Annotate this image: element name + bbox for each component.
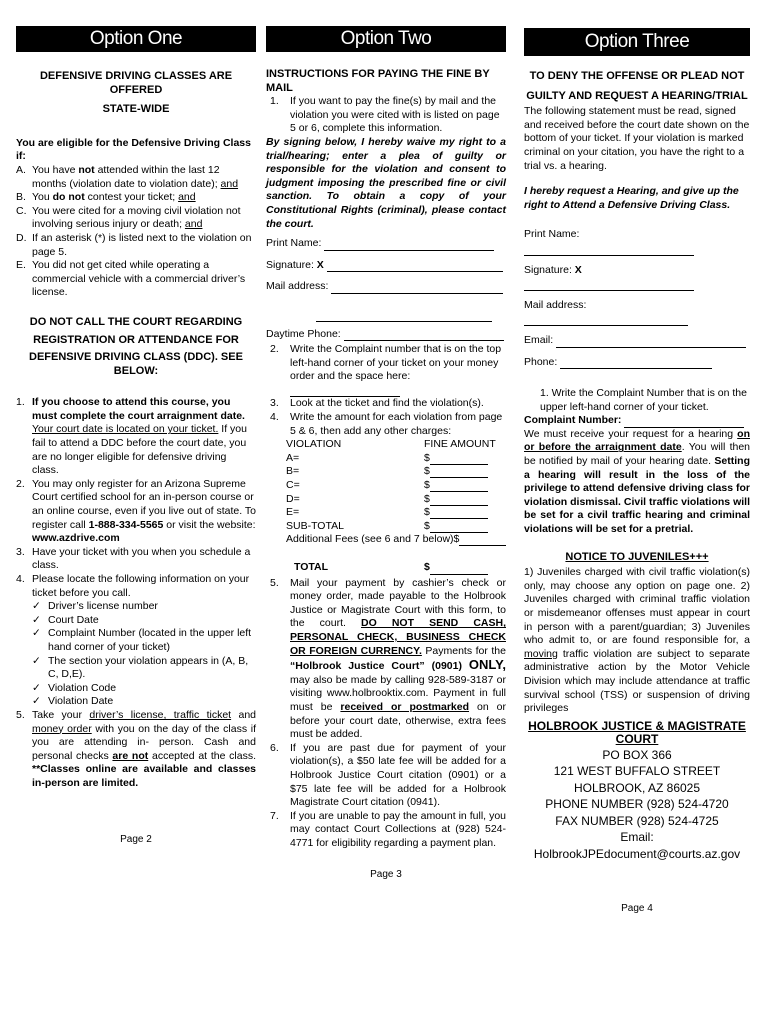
mail-address-field-2[interactable] <box>316 321 492 322</box>
mail-item-3-text: Look at the ticket and find the violation(s). <box>290 397 484 410</box>
checklist-item <box>16 682 256 696</box>
checkmark-icon: ✓ <box>32 695 41 708</box>
mail-item-4: 4. Write the amount for each violation from page 5 & 6, then add any other charges: <box>266 411 506 438</box>
checklist-item <box>16 614 256 628</box>
mail-item-6-text: If you are past due for payment of your violation(s), a $50 late fee will be added for a Holbrook Justice Court citation (0901) or a $75 late fee will be added for a Holbrook Magistrate Court citation (0941). <box>290 741 506 809</box>
fee-row-label: E= <box>286 506 300 519</box>
daytime-phone-label: Daytime Phone: <box>266 327 341 340</box>
fee-row-label: A= <box>286 451 300 464</box>
opt3-phone-field[interactable] <box>560 368 712 369</box>
checkmark-icon: ✓ <box>32 654 41 667</box>
opt3-print-name-label: Print Name: <box>524 228 580 241</box>
pay-by-mail-title: INSTRUCTIONS FOR PAYING THE FINE BY MAIL <box>266 68 490 94</box>
step4-text: Please locate the following information on your ticket before you call. <box>32 573 250 599</box>
item5-a: Mail your payment by cashier’s check or money order, made payable to the Holbrook Justice or Magistrate Court with this form, to the court. <box>290 576 506 630</box>
juv-b: traffic violation are subject to separate administrative action by the Motor Vehicle Division which may include attendance at traffic survival school (TSS) or suspension of driving privileges <box>524 647 750 715</box>
mail-item-6: 6. If you are past due for payment of your violation(s), a $50 late fee will be added for a Holbrook Justice Court citation (0901) or a $75 late fee will be added for a Holbrook Magistrate Court citation (0941). <box>270 741 506 809</box>
daytime-phone-row <box>266 328 506 342</box>
option-one-column <box>16 0 256 846</box>
total-dollar: $ <box>424 561 430 573</box>
eligibility-letter: A. <box>16 163 26 176</box>
opt3-signature-x: X <box>574 263 582 276</box>
violation-col-header: VIOLATION <box>286 438 342 451</box>
ddc-step-5: 5. Take your driver’s license, traffic ticket and money order with you on the day of the class if you are attending in- person. Cash and personal checks are not accepted at the class. **Classes online are available and classes in-person are limited. <box>16 708 256 789</box>
page-number-2: Page 2 <box>120 833 152 845</box>
eligibility-text <box>32 259 256 300</box>
option-two-header: Option Two <box>266 26 506 52</box>
eligibility-text <box>32 191 256 205</box>
juv-moving: moving <box>524 647 558 660</box>
fee-row <box>266 533 506 547</box>
item5-justice-court: “Holbrook Justice Court” (0901) <box>290 660 469 673</box>
court-address-line: HOLBROOK, AZ 86025 <box>573 780 701 795</box>
eligibility-item <box>16 164 256 191</box>
eligibility-and: and <box>178 191 196 204</box>
mail-address-row <box>266 280 506 294</box>
checklist-item-text: The section your violation appears in (A, B, C, D,E). <box>48 654 249 681</box>
eligibility-item <box>16 232 256 259</box>
must-arraignment: on or before the arraignment date <box>524 427 750 454</box>
hearing-notice <box>524 428 750 537</box>
court-address-line: 121 WEST BUFFALO STREET <box>553 764 721 779</box>
checklist-item-text: Violation Date <box>48 695 114 708</box>
fee-amount-field[interactable] <box>430 520 488 533</box>
step3-text: Have your ticket with you when you schedule a class. <box>32 545 251 572</box>
opt3-signature-label: Signature: <box>524 263 572 276</box>
eligibility-item <box>16 191 256 205</box>
mail-item-7: 7. If you are unable to pay the amount in full, you may contact Court Collections at (928) 524-4771 for eligibility regarding a payment plan. <box>270 809 506 849</box>
fee-amount-field[interactable] <box>430 493 488 506</box>
eligibility-bold: not <box>78 163 95 176</box>
complaint-number-row: Complaint Number: <box>524 414 750 428</box>
eligibility-letter: E. <box>16 259 26 272</box>
hearing-intro: The following statement must be read, signed and received before the court date shown on the bottom of your ticket. If your violation is marked criminal on your citation, you have the right to a trial vs. a hearing. <box>524 105 750 172</box>
opt3-print-name-field[interactable] <box>524 255 694 256</box>
checklist-item <box>16 600 256 614</box>
deny-title-line-2: GUILTY AND REQUEST A HEARING/TRIAL <box>526 89 748 102</box>
hearing-request-statement: I hereby request a Hearing, and give up the right to Attend a Defensive Driving Class. <box>524 185 739 211</box>
print-name-field[interactable] <box>324 250 494 251</box>
fee-row-label: SUB-TOTAL <box>286 519 344 532</box>
ddc-step-1: 1. If you choose to attend this course, you must complete the court arraignment date. Your court date is located on your ticket. If you fail to attend a DDC before the court date, you are no longer eligible for defensive driving class. <box>16 396 247 477</box>
fee-row <box>266 520 506 534</box>
complaint-number-label: Complaint Number <box>524 414 618 427</box>
must-b: . You will then be notified by mail of your hearing date. <box>524 441 751 468</box>
checklist-item-text: Court Date <box>48 613 99 626</box>
checklist-item <box>16 627 256 654</box>
fee-amount-field[interactable] <box>459 533 506 546</box>
juveniles-notice-text <box>524 566 750 716</box>
step5-are-not: are not <box>112 749 149 762</box>
step1-rest: If you fail to attend a DDC before the court date, you are no longer eligible for defensive driving class. <box>32 423 247 477</box>
eligibility-pre: You <box>32 191 53 204</box>
opt3-phone-label: Phone: <box>524 355 558 368</box>
court-address-line: PO BOX 366 <box>602 747 672 762</box>
step5-b: and <box>231 708 256 721</box>
checklist-item-text: Driver’s license number <box>48 600 158 613</box>
mail-address-label: Mail address: <box>266 280 329 293</box>
step2-text: You may only register for an Arizona Supreme Court certified school for an in-person course or an online course, even if you live out of state. To register call <box>32 477 256 531</box>
fee-row-label: Additional Fees (see 6 and 7 below) <box>286 533 454 546</box>
fee-amount-field[interactable] <box>430 465 488 478</box>
opt3-signature-row <box>524 264 750 291</box>
mail-item-2: 2. Write the Complaint number that is on the top left-hand corner of your ticket on your money order and the space here: <box>266 343 506 397</box>
eligibility-text <box>32 232 256 259</box>
opt3-mail-address-row <box>524 299 750 326</box>
checklist-item <box>16 655 256 682</box>
opt3-item-1: 1. Write the Complaint Number that is on the upper left-hand corner of your ticket. <box>540 387 747 413</box>
fee-amount-field[interactable] <box>430 506 488 519</box>
item5-received: received or postmarked <box>340 700 470 713</box>
warning-line-3: DEFENSIVE DRIVING CLASS (DDC). SEE BELOW: <box>29 351 243 377</box>
fee-row-label: D= <box>286 492 300 505</box>
fee-table-header <box>266 438 506 452</box>
signature-x: X <box>316 258 324 271</box>
eligibility-and: and <box>184 218 203 231</box>
item5-only: ONLY, <box>468 657 506 673</box>
eligibility-item <box>16 259 256 300</box>
checklist-item-text: Violation Code <box>48 681 117 694</box>
fee-dollar: $ <box>424 451 430 464</box>
fee-dollar: $ <box>424 519 430 532</box>
eligibility-pre: You have <box>32 163 79 176</box>
step5-a: Take your <box>32 708 90 721</box>
ddc-step-4: 4. Please locate the following information on your ticket before you call. <box>16 573 256 600</box>
eligibility-letter: D. <box>16 231 27 244</box>
mail-address-field[interactable] <box>331 293 503 294</box>
step5-u2: money order <box>32 722 92 735</box>
item5-c: may also be made by calling 928-589-3187 or visiting www.holbrooktix.com. Payment in full must be <box>290 673 506 713</box>
fee-dollar: $ <box>424 479 430 492</box>
eligibility-text <box>32 164 256 191</box>
step5-c: with you on the day of the class if you are attending in- person. Cash and personal checks <box>32 722 256 762</box>
fee-row <box>266 465 506 479</box>
mail-item-7-text: If you are unable to pay the amount in full, you may contact Court Collections at (928) 524-4771 for eligibility regarding a payment plan. <box>290 809 506 849</box>
checkmark-icon: ✓ <box>32 627 41 640</box>
step2-mid: or visit the website: <box>163 518 256 531</box>
fee-dollar: $ <box>424 465 430 478</box>
opt3-print-name-row <box>524 228 750 255</box>
eligibility-post: attended within the last 12 months (violation date to violation date); <box>32 163 221 190</box>
mail-address-line-2 <box>266 308 506 322</box>
fee-table <box>266 452 506 547</box>
checklist-item-text: Complaint Number (located in the upper left hand corner of your ticket) <box>48 627 252 653</box>
fee-amount-field[interactable] <box>430 452 488 465</box>
fine-amount-col-header: FINE AMOUNT <box>424 438 496 451</box>
must-a: We must receive your request for a hearing <box>524 427 738 440</box>
court-address-line: FAX NUMBER (928) 524-4725 <box>555 813 719 828</box>
must-bold: Setting a hearing will result in the loss of the privilege to attend defensive driving class for violation dismissal. Civil traffic violations will be set for a civil traffic hearing and criminal violations will be set for a pretrial. <box>524 455 750 536</box>
opt3-mail-address-label: Mail address: <box>524 298 587 311</box>
juveniles-notice-title: NOTICE TO JUVENILES+++ <box>565 550 709 563</box>
checkmark-icon: ✓ <box>32 681 41 694</box>
ddc-title-line-2: STATE-WIDE <box>102 103 170 116</box>
option-one-header: Option One <box>16 26 256 52</box>
azdrive-link[interactable]: www.azdrive.com <box>32 532 120 545</box>
eligibility-and: and <box>220 177 239 190</box>
court-address-block <box>524 747 750 863</box>
step5-u1: driver’s license, traffic ticket <box>89 708 232 721</box>
opt3-email-field[interactable] <box>556 347 746 348</box>
warning-line-1: DO NOT CALL THE COURT REGARDING <box>29 315 243 328</box>
eligibility-pre: If an asterisk (*) is listed next to the violation on page 5. <box>32 231 252 258</box>
waiver-statement: By signing below, I hereby waive my right to a trial/hearing; enter a plea of guilty or responsible for the violation and consent to judgment imposing the prescribed fine or civil sanction. To obtain a copy of your Constitutional Rights (criminal), please contact the court. <box>266 135 506 230</box>
ddc-step-3: 3. Have your ticket with you when you schedule a class. <box>16 546 256 573</box>
checklist-item <box>16 695 256 709</box>
eligibility-letter: C. <box>16 204 27 217</box>
fee-row <box>266 506 506 520</box>
checkmark-icon: ✓ <box>32 613 41 626</box>
eligibility-pre: You were cited for a moving civil violation not involving serious injury or death; <box>32 204 241 231</box>
print-name-label: Print Name: <box>266 237 322 250</box>
eligibility-letter: B. <box>16 191 26 204</box>
opt3-phone-row <box>524 356 750 370</box>
opt3-mail-address-field[interactable] <box>524 325 688 326</box>
item5-no-cash: DO NOT SEND CASH, PERSONAL CHECK, BUSINESS CHECK OR FOREIGN CURRENCY. <box>290 617 506 657</box>
ticket-info-checklist <box>16 600 256 709</box>
eligibility-list <box>16 164 256 300</box>
step1-underline: Your court date is located on your ticket. <box>32 423 219 436</box>
juv-a: 1) Juveniles charged with civil traffic violation(s) only, may choose any option on page one. 2) Juveniles charged with criminal traffic violation or misdemeanor offenses must appear in court in person with a parent/guardian; 3) Juveniles who admit to, or are found responsible for, a <box>524 566 750 647</box>
deny-title-line-1: TO DENY THE OFFENSE OR PLEAD NOT <box>529 70 745 82</box>
mail-item-5: 5. Mail your payment by cashier’s check or money order, made payable to the Holbrook Justice or Magistrate Court with this form, to the court. DO NOT SEND CASH, PERSONAL CHECK, BUSINESS CHECK OR FOREIGN CURRENCY. Payments for the “Holbrook Justice Court” (0901) ONLY, may also be made by calling 928-589-3187 or visiting www.holbrooktix.com. Payment in full must be received or postmarked on or before your court date, otherwise, extra fees must be added. <box>270 576 506 741</box>
signature-row <box>266 259 506 273</box>
opt3-signature-field[interactable] <box>524 290 694 291</box>
signature-label: Signature: <box>266 258 314 271</box>
ddc-title-line-1: DEFENSIVE DRIVING CLASSES ARE OFFERED <box>39 70 233 96</box>
step5-d: accepted at the class. <box>148 749 256 762</box>
option-three-column <box>524 0 750 916</box>
fee-row-label: C= <box>286 479 300 492</box>
total-label: TOTAL <box>294 561 329 573</box>
fee-dollar: $ <box>424 506 430 519</box>
signature-field[interactable] <box>327 271 503 272</box>
total-field[interactable] <box>430 561 488 575</box>
fee-row-label: B= <box>286 465 300 478</box>
eligibility-bold: do not <box>52 191 85 204</box>
mail-item-1-text: If you want to pay the fine(s) by mail and the violation you were cited with is listed on page 5 or 6, complete this information. <box>290 95 500 135</box>
warning-line-2: REGISTRATION OR ATTENDANCE FOR <box>33 333 239 346</box>
checkmark-icon: ✓ <box>32 600 41 613</box>
page-number-4: Page 4 <box>621 903 653 915</box>
mail-item-3: 3. Look at the ticket and find the violation(s). <box>266 397 506 411</box>
step1-bold: If you choose to attend this course, you must complete the court arraignment date. <box>32 396 245 422</box>
mail-item-1: 1. If you want to pay the fine(s) by mail and the violation you were cited with is listed on page 5 or 6, complete this information. <box>266 95 506 136</box>
eligibility-pre: You did not get cited while operating a commercial vehicle with a commercial driver’s license. <box>32 259 246 299</box>
fee-dollar: $ <box>424 492 430 505</box>
eligibility-heading: You are eligible for the Defensive Driving Class if: <box>16 136 251 163</box>
option-two-column <box>266 0 506 882</box>
eligibility-text <box>32 205 256 232</box>
fee-dollar: $ <box>453 533 460 546</box>
fee-row <box>266 493 506 507</box>
fee-amount-field[interactable] <box>430 479 488 492</box>
court-address-line: PHONE NUMBER (928) 524-4720 <box>545 797 729 812</box>
mail-item-4-text: Write the amount for each violation from page 5 & 6, then add any other charges: <box>290 411 503 437</box>
fee-total-row <box>266 561 506 575</box>
item5-b: Payments for the <box>421 644 506 657</box>
fee-row <box>266 452 506 466</box>
fee-row <box>266 479 506 493</box>
option-three-header: Option Three <box>524 28 750 56</box>
eligibility-post: contest your ticket; <box>84 191 179 204</box>
opt3-email-label: Email: <box>524 333 554 346</box>
register-phone: 1-888-334-5565 <box>88 518 164 531</box>
ddc-step-2: 2. You may only register for an Arizona Supreme Court certified school for an in-person course or an online course, even if you live out of state. To register call 1-888-334-5565 or visit the website: www.azdrive.com <box>16 477 256 545</box>
opt3-email-row <box>524 334 750 348</box>
page-number-3: Page 3 <box>370 869 402 881</box>
daytime-phone-field[interactable] <box>344 340 504 341</box>
eligibility-item <box>16 205 256 232</box>
print-name-row <box>266 237 506 251</box>
court-address-line: Email: HolbrookJPEdocument@courts.az.gov <box>533 830 741 861</box>
mail-item-2-text: Write the Complaint number that is on the top left-hand corner of your ticket on your money order and the space here: <box>290 343 502 383</box>
court-name: HOLBROOK JUSTICE & MAGISTRATE COURT <box>528 718 746 747</box>
item5-d: on or before your court date, otherwise, extra fees must be added. <box>290 700 506 741</box>
step5-online-note: **Classes online are available and classes in-person are limited. <box>32 763 256 789</box>
